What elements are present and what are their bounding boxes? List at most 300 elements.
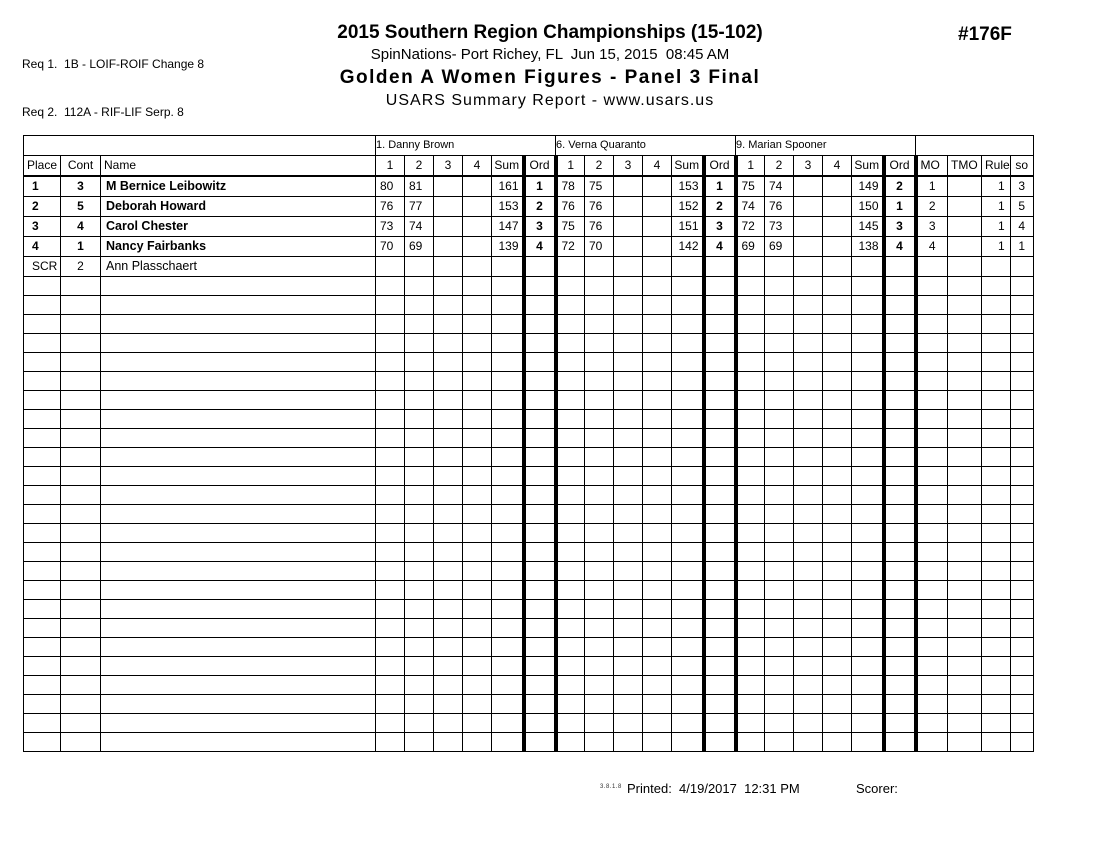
cell-j1-s1 bbox=[376, 257, 405, 277]
cell-j1-sum bbox=[492, 733, 524, 752]
cell-j2-s4 bbox=[643, 334, 672, 353]
cell-place bbox=[24, 695, 61, 714]
empty-row bbox=[24, 619, 1034, 638]
cell-j1-s1: 73 bbox=[376, 217, 405, 237]
cell-j2-s4 bbox=[643, 562, 672, 581]
cell-j3-s1 bbox=[736, 581, 765, 600]
empty-row bbox=[24, 372, 1034, 391]
report-header bbox=[0, 22, 1100, 110]
cell-j2-ord bbox=[704, 714, 736, 733]
cell-j2-s2 bbox=[585, 486, 614, 505]
cell-so bbox=[1010, 353, 1033, 372]
header-name: Name bbox=[101, 156, 376, 177]
cell-place: 2 bbox=[24, 197, 61, 217]
cell-j3-s2 bbox=[765, 391, 794, 410]
cell-j2-s3 bbox=[614, 334, 643, 353]
cell-j1-s4 bbox=[463, 410, 492, 429]
cell-cont bbox=[61, 619, 101, 638]
cell-j2-ord bbox=[704, 581, 736, 600]
cell-j2-s1: 75 bbox=[556, 217, 585, 237]
cell-j2-ord bbox=[704, 733, 736, 752]
cell-j3-s3 bbox=[794, 217, 823, 237]
cell-j2-s4 bbox=[643, 448, 672, 467]
cell-rule bbox=[982, 334, 1011, 353]
cell-place bbox=[24, 600, 61, 619]
cell-cont: 4 bbox=[61, 217, 101, 237]
cell-j2-s4 bbox=[643, 657, 672, 676]
cell-j2-s2 bbox=[585, 429, 614, 448]
cell-j1-s1 bbox=[376, 277, 405, 296]
cell-j1-s4 bbox=[463, 676, 492, 695]
cell-j1-s1 bbox=[376, 372, 405, 391]
cell-rule bbox=[982, 315, 1011, 334]
cell-so bbox=[1010, 600, 1033, 619]
header-j2-1: 1 bbox=[556, 156, 585, 177]
cell-place: 3 bbox=[24, 217, 61, 237]
cell-j1-sum bbox=[492, 543, 524, 562]
cell-j2-s2: 76 bbox=[585, 217, 614, 237]
cell-cont: 2 bbox=[61, 257, 101, 277]
cell-j3-sum bbox=[852, 334, 884, 353]
cell-j3-s1 bbox=[736, 277, 765, 296]
cell-j2-s2 bbox=[585, 562, 614, 581]
cell-j1-s1 bbox=[376, 638, 405, 657]
cell-j1-s1 bbox=[376, 315, 405, 334]
cell-j2-sum bbox=[672, 448, 704, 467]
cell-place bbox=[24, 391, 61, 410]
cell-so bbox=[1010, 695, 1033, 714]
cell-mo bbox=[916, 353, 948, 372]
cell-j3-s2 bbox=[765, 562, 794, 581]
table-row bbox=[24, 197, 1034, 217]
cell-j1-s1 bbox=[376, 676, 405, 695]
cell-tmo bbox=[948, 581, 982, 600]
cell-j2-ord bbox=[704, 638, 736, 657]
cell-j3-sum bbox=[852, 410, 884, 429]
cell-j1-s1 bbox=[376, 334, 405, 353]
cell-j1-s2 bbox=[405, 619, 434, 638]
cell-j1-ord bbox=[524, 277, 556, 296]
cell-j2-s4 bbox=[643, 429, 672, 448]
cell-name bbox=[101, 524, 376, 543]
cell-cont: 3 bbox=[61, 176, 101, 197]
cell-j1-s4 bbox=[463, 448, 492, 467]
cell-j3-s3 bbox=[794, 619, 823, 638]
cell-mo bbox=[916, 334, 948, 353]
cell-j3-s3 bbox=[794, 657, 823, 676]
cell-j3-s4 bbox=[823, 410, 852, 429]
cell-j1-s3 bbox=[434, 619, 463, 638]
cell-rule bbox=[982, 277, 1011, 296]
cell-j2-s3 bbox=[614, 277, 643, 296]
empty-row bbox=[24, 429, 1034, 448]
cell-j3-s1 bbox=[736, 296, 765, 315]
cell-tmo bbox=[948, 372, 982, 391]
cell-j3-s1 bbox=[736, 372, 765, 391]
cell-j2-sum bbox=[672, 257, 704, 277]
cell-j1-sum bbox=[492, 448, 524, 467]
cell-mo: 1 bbox=[916, 176, 948, 197]
cell-j1-s3 bbox=[434, 277, 463, 296]
cell-j1-sum: 161 bbox=[492, 176, 524, 197]
cell-j1-ord: 2 bbox=[524, 197, 556, 217]
cell-name bbox=[101, 733, 376, 752]
cell-j2-s3 bbox=[614, 486, 643, 505]
cell-tmo bbox=[948, 676, 982, 695]
empty-row bbox=[24, 676, 1034, 695]
cell-j1-s3 bbox=[434, 714, 463, 733]
cell-j1-sum: 147 bbox=[492, 217, 524, 237]
cell-j1-s3 bbox=[434, 448, 463, 467]
cell-j2-s1 bbox=[556, 257, 585, 277]
scorer-label: Scorer: bbox=[856, 781, 898, 796]
cell-j1-s2 bbox=[405, 600, 434, 619]
cell-cont bbox=[61, 353, 101, 372]
cell-place bbox=[24, 467, 61, 486]
cell-so bbox=[1010, 334, 1033, 353]
cell-rule bbox=[982, 543, 1011, 562]
cell-j3-s3 bbox=[794, 505, 823, 524]
cell-j2-s4 bbox=[643, 638, 672, 657]
cell-j3-ord bbox=[884, 410, 916, 429]
empty-row bbox=[24, 600, 1034, 619]
cell-j2-s2 bbox=[585, 657, 614, 676]
cell-tmo bbox=[948, 176, 982, 197]
cell-j1-sum bbox=[492, 467, 524, 486]
cell-mo bbox=[916, 429, 948, 448]
cell-j2-sum bbox=[672, 676, 704, 695]
cell-j1-s1 bbox=[376, 600, 405, 619]
cell-j2-ord bbox=[704, 429, 736, 448]
cell-cont bbox=[61, 714, 101, 733]
cell-j3-ord bbox=[884, 391, 916, 410]
cell-j1-sum bbox=[492, 524, 524, 543]
cell-j2-s2 bbox=[585, 372, 614, 391]
cell-j1-s2 bbox=[405, 733, 434, 752]
cell-j3-s3 bbox=[794, 257, 823, 277]
cell-j1-s1 bbox=[376, 581, 405, 600]
cell-j2-ord bbox=[704, 619, 736, 638]
cell-cont bbox=[61, 657, 101, 676]
header-j3-1: 1 bbox=[736, 156, 765, 177]
cell-tmo bbox=[948, 524, 982, 543]
empty-row bbox=[24, 638, 1034, 657]
cell-cont bbox=[61, 581, 101, 600]
cell-j3-sum bbox=[852, 676, 884, 695]
cell-j3-s3 bbox=[794, 486, 823, 505]
cell-j1-ord bbox=[524, 334, 556, 353]
cell-j1-s2 bbox=[405, 334, 434, 353]
cell-j2-sum: 152 bbox=[672, 197, 704, 217]
empty-row bbox=[24, 657, 1034, 676]
cell-j3-ord bbox=[884, 505, 916, 524]
header-j1-ord: Ord bbox=[524, 156, 556, 177]
cell-j1-s2 bbox=[405, 277, 434, 296]
cell-j1-s3 bbox=[434, 391, 463, 410]
cell-name: M Bernice Leibowitz bbox=[101, 176, 376, 197]
cell-j3-s4 bbox=[823, 372, 852, 391]
cell-mo bbox=[916, 657, 948, 676]
cell-j3-s4 bbox=[823, 524, 852, 543]
cell-place bbox=[24, 296, 61, 315]
cell-j2-s4 bbox=[643, 372, 672, 391]
cell-j1-s1 bbox=[376, 657, 405, 676]
cell-j3-ord bbox=[884, 562, 916, 581]
cell-j2-ord bbox=[704, 600, 736, 619]
cell-j1-s2 bbox=[405, 391, 434, 410]
cell-cont bbox=[61, 448, 101, 467]
cell-j2-s1 bbox=[556, 733, 585, 752]
empty-row bbox=[24, 353, 1034, 372]
cell-j2-s1 bbox=[556, 486, 585, 505]
header-j2-4: 4 bbox=[643, 156, 672, 177]
cell-j2-s1 bbox=[556, 714, 585, 733]
cell-j3-sum bbox=[852, 372, 884, 391]
cell-mo bbox=[916, 543, 948, 562]
cell-j2-ord bbox=[704, 695, 736, 714]
cell-j2-s1 bbox=[556, 695, 585, 714]
cell-j1-sum bbox=[492, 619, 524, 638]
cell-j3-s2: 73 bbox=[765, 217, 794, 237]
cell-j2-sum bbox=[672, 315, 704, 334]
cell-j3-s1 bbox=[736, 486, 765, 505]
cell-j2-s3 bbox=[614, 714, 643, 733]
cell-j2-s4 bbox=[643, 467, 672, 486]
cell-j1-ord bbox=[524, 695, 556, 714]
header-j1-4: 4 bbox=[463, 156, 492, 177]
cell-j2-ord bbox=[704, 372, 736, 391]
cell-j2-s3 bbox=[614, 505, 643, 524]
cell-j3-ord: 3 bbox=[884, 217, 916, 237]
cell-j2-s1 bbox=[556, 543, 585, 562]
cell-j3-s1: 74 bbox=[736, 197, 765, 217]
cell-j3-sum bbox=[852, 296, 884, 315]
cell-j1-ord bbox=[524, 486, 556, 505]
cell-j1-s3 bbox=[434, 467, 463, 486]
cell-j2-s4 bbox=[643, 410, 672, 429]
cell-name bbox=[101, 448, 376, 467]
cell-mo bbox=[916, 695, 948, 714]
cell-j1-s3 bbox=[434, 429, 463, 448]
cell-tmo bbox=[948, 197, 982, 217]
req-line-1: Req 1. 1B - LOIF-ROIF Change 8 bbox=[22, 57, 205, 71]
cell-j1-ord bbox=[524, 505, 556, 524]
cell-rule bbox=[982, 410, 1011, 429]
cell-j1-sum: 139 bbox=[492, 237, 524, 257]
cell-j1-s1 bbox=[376, 543, 405, 562]
cell-j1-s3 bbox=[434, 486, 463, 505]
cell-j2-sum bbox=[672, 714, 704, 733]
cell-tmo bbox=[948, 714, 982, 733]
empty-row bbox=[24, 524, 1034, 543]
cell-j2-s3 bbox=[614, 657, 643, 676]
cell-j2-s2 bbox=[585, 257, 614, 277]
cell-j1-s1: 70 bbox=[376, 237, 405, 257]
cell-rule bbox=[982, 448, 1011, 467]
cell-j3-s3 bbox=[794, 197, 823, 217]
cell-j1-s1 bbox=[376, 562, 405, 581]
cell-name: Deborah Howard bbox=[101, 197, 376, 217]
cell-j3-s4 bbox=[823, 714, 852, 733]
cell-j1-s3 bbox=[434, 410, 463, 429]
cell-j1-s1 bbox=[376, 296, 405, 315]
cell-j1-s2: 69 bbox=[405, 237, 434, 257]
cell-j2-sum bbox=[672, 467, 704, 486]
cell-place bbox=[24, 676, 61, 695]
cell-j3-s1 bbox=[736, 676, 765, 695]
cell-mo bbox=[916, 619, 948, 638]
cell-j1-s4 bbox=[463, 505, 492, 524]
cell-place bbox=[24, 524, 61, 543]
cell-j3-s3 bbox=[794, 410, 823, 429]
empty-row bbox=[24, 296, 1034, 315]
cell-j2-s3 bbox=[614, 467, 643, 486]
cell-j2-s4 bbox=[643, 505, 672, 524]
cell-j1-ord bbox=[524, 448, 556, 467]
cell-j1-ord bbox=[524, 543, 556, 562]
cell-j2-ord bbox=[704, 524, 736, 543]
cell-j2-s3 bbox=[614, 695, 643, 714]
cell-so bbox=[1010, 410, 1033, 429]
cell-j2-s4 bbox=[643, 353, 672, 372]
cell-j2-sum bbox=[672, 505, 704, 524]
cell-j1-ord bbox=[524, 676, 556, 695]
cell-j3-sum: 149 bbox=[852, 176, 884, 197]
cell-so bbox=[1010, 486, 1033, 505]
cell-place bbox=[24, 486, 61, 505]
cell-j1-s3 bbox=[434, 372, 463, 391]
cell-j1-sum bbox=[492, 334, 524, 353]
cell-j2-s3 bbox=[614, 217, 643, 237]
cell-j3-s3 bbox=[794, 695, 823, 714]
cell-j2-s4 bbox=[643, 296, 672, 315]
cell-mo bbox=[916, 315, 948, 334]
cell-j3-ord bbox=[884, 467, 916, 486]
cell-j1-sum bbox=[492, 562, 524, 581]
cell-rule bbox=[982, 353, 1011, 372]
cell-j3-ord: 1 bbox=[884, 197, 916, 217]
cell-j2-s3 bbox=[614, 676, 643, 695]
cell-mo: 3 bbox=[916, 217, 948, 237]
cell-j2-s1 bbox=[556, 562, 585, 581]
cell-j3-s1 bbox=[736, 257, 765, 277]
cell-cont bbox=[61, 277, 101, 296]
cell-j1-s4 bbox=[463, 391, 492, 410]
cell-j3-s3 bbox=[794, 391, 823, 410]
cell-j3-s4 bbox=[823, 657, 852, 676]
cell-name bbox=[101, 467, 376, 486]
cell-j1-ord bbox=[524, 353, 556, 372]
cell-j3-s1 bbox=[736, 600, 765, 619]
cell-j2-ord: 1 bbox=[704, 176, 736, 197]
cell-j1-sum bbox=[492, 505, 524, 524]
cell-j3-ord bbox=[884, 600, 916, 619]
cell-tmo bbox=[948, 315, 982, 334]
cell-j1-s4 bbox=[463, 176, 492, 197]
cell-place bbox=[24, 334, 61, 353]
cell-j1-s3 bbox=[434, 505, 463, 524]
cell-j1-sum bbox=[492, 486, 524, 505]
cell-j1-s2 bbox=[405, 543, 434, 562]
cell-j1-s2 bbox=[405, 657, 434, 676]
cell-j1-sum bbox=[492, 429, 524, 448]
report-type-line: USARS Summary Report - www.usars.us bbox=[385, 92, 715, 109]
cell-j1-s1 bbox=[376, 467, 405, 486]
cell-so bbox=[1010, 733, 1033, 752]
cell-j2-ord bbox=[704, 676, 736, 695]
header-j2-sum: Sum bbox=[672, 156, 704, 177]
judge-header-2: 6. Verna Quaranto bbox=[556, 136, 736, 156]
cell-j1-s2 bbox=[405, 353, 434, 372]
cell-cont bbox=[61, 410, 101, 429]
cell-so bbox=[1010, 315, 1033, 334]
cell-j1-s1 bbox=[376, 524, 405, 543]
cell-j2-s1 bbox=[556, 353, 585, 372]
cell-j3-sum bbox=[852, 448, 884, 467]
cell-rule bbox=[982, 733, 1011, 752]
header-j1-1: 1 bbox=[376, 156, 405, 177]
header-j1-2: 2 bbox=[405, 156, 434, 177]
cell-j2-s4 bbox=[643, 543, 672, 562]
cell-j2-sum bbox=[672, 410, 704, 429]
cell-mo bbox=[916, 448, 948, 467]
cell-j1-sum bbox=[492, 257, 524, 277]
cell-j1-s2 bbox=[405, 486, 434, 505]
cell-j3-s2 bbox=[765, 277, 794, 296]
cell-mo bbox=[916, 486, 948, 505]
cell-j3-s2 bbox=[765, 543, 794, 562]
cell-j2-s1 bbox=[556, 467, 585, 486]
cell-j2-s2 bbox=[585, 638, 614, 657]
cell-so bbox=[1010, 257, 1033, 277]
cell-j3-s4 bbox=[823, 600, 852, 619]
cell-j1-ord bbox=[524, 619, 556, 638]
cell-mo bbox=[916, 257, 948, 277]
req-line-2: Req 2. 112A - RIF-LIF Serp. 8 bbox=[22, 105, 184, 119]
cell-j3-s1 bbox=[736, 638, 765, 657]
cell-rule bbox=[982, 391, 1011, 410]
cell-tmo bbox=[948, 695, 982, 714]
cell-j2-s1 bbox=[556, 657, 585, 676]
cell-j1-ord bbox=[524, 657, 556, 676]
cell-so: 4 bbox=[1010, 217, 1033, 237]
cell-name bbox=[101, 353, 376, 372]
cell-j2-s3 bbox=[614, 562, 643, 581]
cell-place bbox=[24, 277, 61, 296]
cell-tmo bbox=[948, 733, 982, 752]
cell-j3-sum bbox=[852, 600, 884, 619]
cell-j3-ord bbox=[884, 714, 916, 733]
cell-j1-s4 bbox=[463, 562, 492, 581]
cell-mo bbox=[916, 524, 948, 543]
cell-j1-ord bbox=[524, 372, 556, 391]
cell-name bbox=[101, 391, 376, 410]
cell-so bbox=[1010, 505, 1033, 524]
cell-j3-s3 bbox=[794, 429, 823, 448]
cell-j2-s2: 75 bbox=[585, 176, 614, 197]
cell-j2-s4 bbox=[643, 619, 672, 638]
cell-tmo bbox=[948, 353, 982, 372]
cell-j3-s2 bbox=[765, 372, 794, 391]
cell-j1-s4 bbox=[463, 581, 492, 600]
cell-so bbox=[1010, 372, 1033, 391]
cell-so bbox=[1010, 714, 1033, 733]
cell-j2-s4 bbox=[643, 237, 672, 257]
cell-j1-ord bbox=[524, 315, 556, 334]
cell-j1-sum bbox=[492, 372, 524, 391]
cell-j3-s4 bbox=[823, 486, 852, 505]
cell-j2-s2 bbox=[585, 277, 614, 296]
